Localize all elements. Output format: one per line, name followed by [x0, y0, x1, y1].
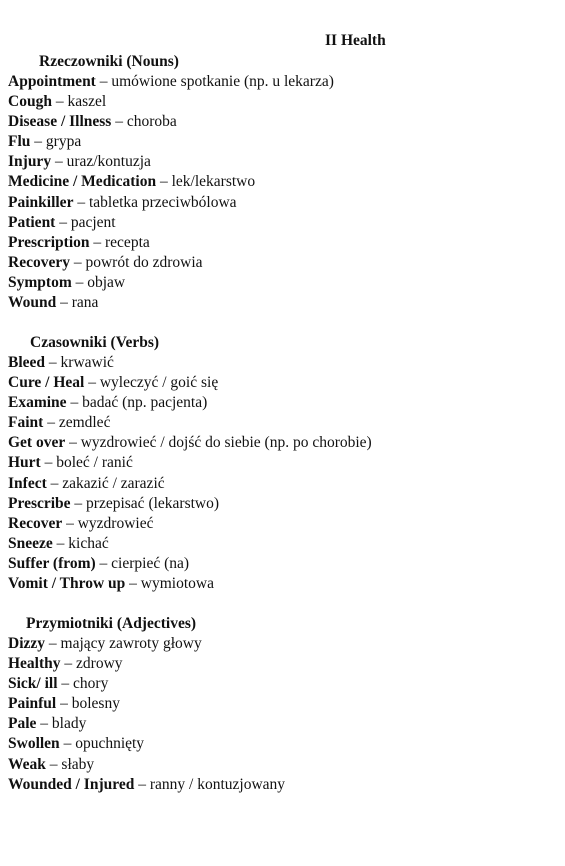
- vocab-definition: – słaby: [45, 755, 95, 773]
- vocab-entry: [8, 193, 558, 213]
- vocab-entry: [8, 112, 558, 132]
- vocab-entry: [8, 293, 558, 313]
- vocab-term: Prescribe: [8, 494, 71, 512]
- section-heading: Rzeczowniki (Nouns): [39, 53, 179, 70]
- vocab-term: Sick/ ill: [8, 675, 58, 693]
- vocab-term: Flu: [8, 133, 31, 151]
- vocab-definition: – powrót do zdrowia: [69, 253, 203, 271]
- vocab-definition: – zdrowy: [60, 655, 123, 673]
- vocab-term: Sneeze: [8, 534, 53, 552]
- vocab-definition: – wymiotowa: [125, 575, 214, 593]
- vocab-term: Appointment: [8, 73, 96, 90]
- vocab-term: Infect: [8, 474, 47, 492]
- vocab-term: Pale: [8, 715, 37, 733]
- vocab-definition: – rana: [56, 294, 99, 312]
- section-adjectives: [8, 614, 558, 795]
- vocab-entry: [8, 253, 558, 273]
- section-heading: Czasowniki (Verbs): [30, 334, 160, 351]
- vocab-entry: [8, 714, 558, 734]
- section-nouns: [8, 52, 558, 313]
- vocab-term: Injury: [8, 153, 52, 171]
- vocab-entry: [8, 574, 558, 594]
- vocab-list: [8, 353, 558, 594]
- vocab-definition: – cierpieć (na): [95, 554, 190, 572]
- vocab-entry: [8, 674, 558, 694]
- vocab-term: Cure / Heal: [8, 374, 85, 392]
- vocab-definition: – krwawić: [45, 354, 114, 371]
- vocab-term: Healthy: [8, 655, 61, 673]
- vocab-term: Weak: [8, 755, 46, 773]
- vocab-definition: – badać (np. pacjenta): [66, 394, 208, 412]
- vocab-term: Faint: [8, 414, 44, 432]
- vocab-definition: – blady: [36, 715, 87, 733]
- page-title: II Health: [325, 32, 386, 49]
- vocab-definition: – kaszel: [51, 93, 107, 111]
- vocab-term: Recovery: [8, 253, 70, 271]
- vocab-entry: [8, 775, 558, 795]
- vocab-definition: – wyleczyć / goić się: [84, 374, 219, 392]
- vocab-definition: – umówione spotkanie (np. u lekarza): [95, 73, 334, 90]
- vocab-term: Symptom: [8, 273, 72, 291]
- vocab-term: Medicine / Medication: [8, 173, 157, 191]
- vocab-definition: – pacjent: [55, 213, 116, 231]
- vocab-term: Painful: [8, 695, 57, 713]
- vocab-term: Vomit / Throw up: [8, 575, 126, 593]
- vocab-definition: – grypa: [30, 133, 82, 151]
- vocab-entry: [8, 213, 558, 233]
- vocab-entry: [8, 654, 558, 674]
- vocab-definition: – bolesny: [56, 695, 120, 713]
- vocab-term: Cough: [8, 93, 52, 111]
- vocab-list: [8, 72, 558, 313]
- vocab-term: Wounded / Injured: [8, 775, 135, 793]
- vocab-definition: – kichać: [52, 534, 109, 552]
- vocab-list: [8, 634, 558, 795]
- section-verbs: [8, 333, 558, 594]
- vocab-definition: – opuchnięty: [59, 735, 145, 753]
- vocab-term: Painkiller: [8, 193, 74, 211]
- vocab-entry: [8, 494, 558, 514]
- vocab-entry: [8, 534, 558, 554]
- vocab-definition: – objaw: [71, 273, 126, 291]
- vocab-entry: [8, 433, 558, 453]
- vocab-term: Hurt: [8, 454, 41, 472]
- vocab-entry: [8, 373, 558, 393]
- vocab-term: Recover: [8, 514, 63, 532]
- vocab-definition: – mający zawroty głowy: [45, 635, 202, 652]
- vocab-entry: [8, 694, 558, 714]
- vocab-definition: – choroba: [111, 113, 177, 131]
- vocab-entry: [8, 152, 558, 172]
- vocab-definition: – wyzdrowieć: [62, 514, 154, 532]
- vocab-term: Prescription: [8, 233, 90, 251]
- vocab-entry: [8, 474, 558, 494]
- vocab-term: Examine: [8, 394, 67, 412]
- vocab-entry: [8, 132, 558, 152]
- vocab-entry: [8, 634, 558, 654]
- vocab-definition: – tabletka przeciwbólowa: [73, 193, 237, 211]
- vocab-definition: – zemdleć: [43, 414, 111, 432]
- vocab-definition: – zakazić / zarazić: [46, 474, 165, 492]
- vocab-term: Get over: [8, 434, 66, 452]
- vocab-entry: [8, 233, 558, 253]
- vocab-term: Swollen: [8, 735, 60, 753]
- vocab-definition: – boleć / ranić: [40, 454, 133, 472]
- vocab-definition: – recepta: [89, 233, 150, 251]
- vocab-term: Wound: [8, 294, 57, 312]
- vocab-entry: [8, 413, 558, 433]
- vocab-definition: – lek/lekarstwo: [156, 173, 256, 191]
- vocab-entry: [8, 514, 558, 534]
- vocab-entry: [8, 172, 558, 192]
- vocab-definition: – wyzdrowieć / dojść do siebie (np. po chorobie): [65, 434, 372, 452]
- vocab-entry: [8, 734, 558, 754]
- section-heading: Przymiotniki (Adjectives): [26, 615, 197, 632]
- vocab-definition: – przepisać (lekarstwo): [70, 494, 220, 512]
- vocab-term: Bleed: [8, 354, 46, 371]
- vocab-definition: – uraz/kontuzja: [51, 153, 151, 171]
- vocab-entry: [8, 72, 558, 92]
- vocab-term: Patient: [8, 213, 56, 231]
- vocab-entry: [8, 92, 558, 112]
- vocab-entry: [8, 755, 558, 775]
- vocab-entry: [8, 393, 558, 413]
- vocab-term: Suffer (from): [8, 554, 96, 572]
- vocab-entry: [8, 353, 558, 373]
- vocab-definition: – ranny / kontuzjowany: [134, 775, 286, 793]
- vocab-entry: [8, 273, 558, 293]
- vocab-entry: [8, 554, 558, 574]
- vocab-entry: [8, 453, 558, 473]
- vocab-term: Dizzy: [8, 635, 46, 652]
- vocab-term: Disease / Illness: [8, 113, 112, 131]
- vocab-definition: – chory: [57, 675, 109, 693]
